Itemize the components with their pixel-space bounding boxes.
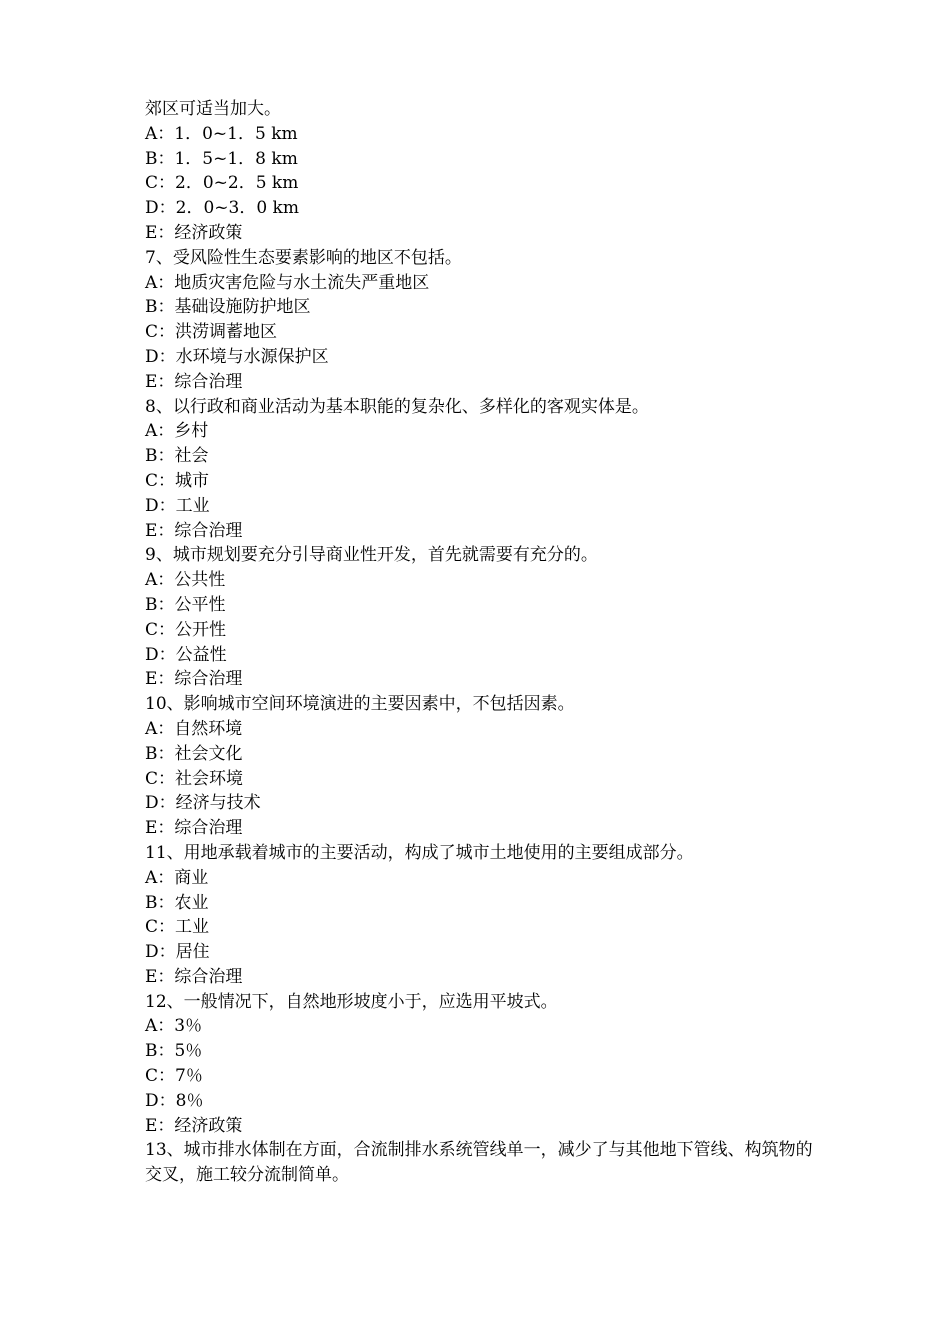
question-line: 9、城市规划要充分引导商业性开发，首先就需要有充分的。 — [145, 545, 598, 566]
option-line: A：地质灾害危险与水土流失严重地区 — [145, 272, 430, 293]
option-line: A：1．0~1．5 km — [145, 123, 298, 144]
question-line: 8、以行政和商业活动为基本职能的复杂化、多样化的客观实体是。 — [145, 396, 649, 417]
option-line: A：公共性 — [145, 570, 226, 591]
option-line: A：自然环境 — [145, 718, 243, 739]
option-line: C：2．0~2．5 km — [145, 173, 299, 194]
option-line: C：洪涝调蓄地区 — [145, 322, 278, 343]
option-line: E：综合治理 — [145, 520, 243, 541]
question-line: 12、一般情况下，自然地形坡度小于，应选用平坡式。 — [145, 991, 558, 1012]
option-line: E：经济政策 — [145, 222, 243, 243]
text-line: 郊区可适当加大。 — [145, 99, 281, 119]
question-line: 10、影响城市空间环境演进的主要因素中，不包括因素。 — [145, 694, 575, 715]
option-line: C：城市 — [145, 470, 210, 491]
option-line: B：基础设施防护地区 — [145, 297, 311, 318]
option-line: A：乡村 — [145, 421, 209, 442]
option-line: D：居住 — [145, 942, 210, 963]
option-line: C：7％ — [145, 1066, 203, 1087]
option-line: B：农业 — [145, 892, 209, 913]
option-line: C：社会环境 — [145, 768, 244, 789]
option-line: B：社会文化 — [145, 743, 243, 764]
option-line: D：8％ — [145, 1090, 204, 1111]
document-body — [145, 97, 825, 1188]
option-line: D：工业 — [145, 495, 210, 516]
question-line: 11、用地承载着城市的主要活动，构成了城市土地使用的主要组成部分。 — [145, 842, 694, 863]
option-line: E：综合治理 — [145, 818, 243, 839]
option-line: A：商业 — [145, 867, 209, 888]
option-line: D：经济与技术 — [145, 793, 261, 814]
option-line: E：经济政策 — [145, 1115, 243, 1136]
option-line: E：综合治理 — [145, 669, 243, 690]
option-line: B：5％ — [145, 1041, 203, 1062]
option-line: B：社会 — [145, 446, 209, 467]
option-line: D：公益性 — [145, 644, 227, 665]
option-line: D：2．0~3．0 km — [145, 198, 299, 219]
option-line: B：公平性 — [145, 594, 226, 615]
option-line: C：公开性 — [145, 619, 227, 640]
question-paragraph: 13、城市排水体制在方面，合流制排水系统管线单一，减少了与其他地下管线、构筑物的交叉，施工较分流制简单。 — [145, 1140, 813, 1186]
option-line: C：工业 — [145, 917, 210, 938]
question-line: 7、受风险性生态要素影响的地区不包括。 — [145, 247, 462, 268]
option-line: D：水环境与水源保护区 — [145, 346, 329, 367]
option-line: B：1．5~1．8 km — [145, 148, 298, 169]
option-line: A：3％ — [145, 1016, 203, 1037]
option-line: E：综合治理 — [145, 371, 243, 392]
option-line: E：综合治理 — [145, 966, 243, 987]
